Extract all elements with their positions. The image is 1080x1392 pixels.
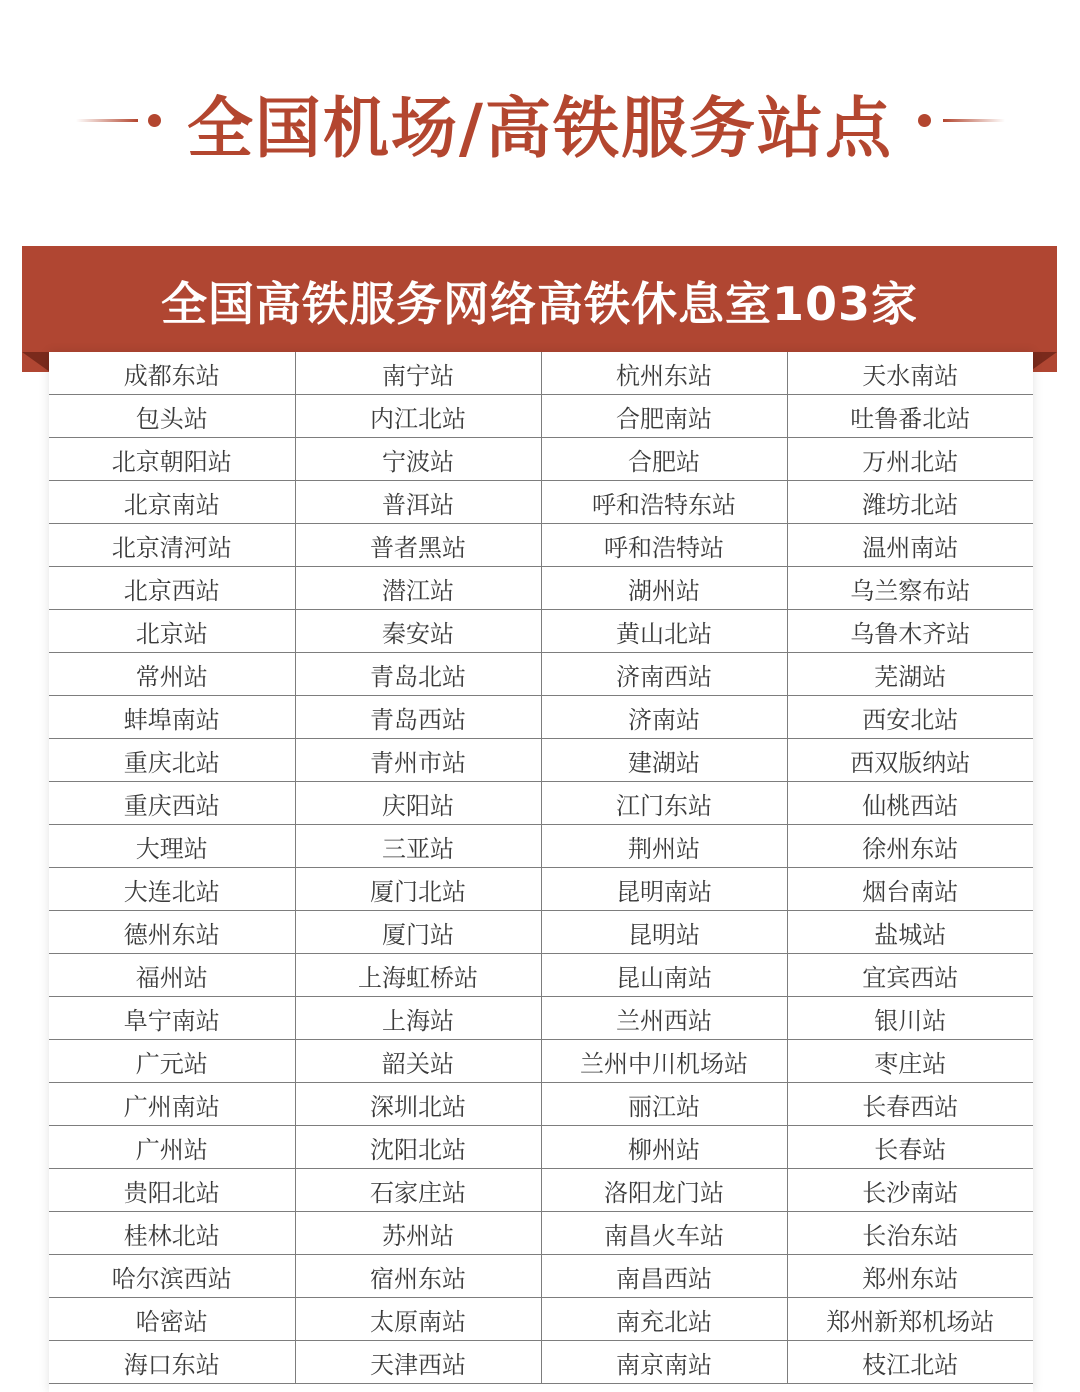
station-cell: 宜宾西站 [787,954,1033,997]
station-cell: 呼和浩特站 [541,524,787,567]
station-cell: 贵阳北站 [49,1169,295,1212]
station-cell: 南昌火车站 [541,1212,787,1255]
station-cell: 长春西站 [787,1083,1033,1126]
station-cell: 包头站 [49,395,295,438]
station-cell: 柳州站 [541,1126,787,1169]
station-cell: 广元站 [49,1040,295,1083]
station-cell: 北京南站 [49,481,295,524]
station-cell: 大理站 [49,825,295,868]
table-row [49,352,1033,395]
station-cell: 桂林北站 [49,1212,295,1255]
station-cell: 深圳北站 [295,1083,541,1126]
station-cell: 宁波站 [295,438,541,481]
station-cell: 北京西站 [49,567,295,610]
station-cell: 南京南站 [541,1341,787,1384]
station-cell: 昆明站 [541,911,787,954]
table-row [49,438,1033,481]
station-cell: 济南西站 [541,653,787,696]
station-cell: 青州市站 [295,739,541,782]
station-cell: 烟台南站 [787,868,1033,911]
station-cell: 宿州东站 [295,1255,541,1298]
station-cell: 温州南站 [787,524,1033,567]
banner-title: 全国高铁服务网络高铁休息室103家 [160,277,919,331]
station-cell: 合肥南站 [541,395,787,438]
title-decoration-right [918,118,1008,124]
table-row [49,739,1033,782]
station-cell: 哈密站 [49,1298,295,1341]
station-cell: 石家庄站 [295,1169,541,1212]
station-cell: 普洱站 [295,481,541,524]
station-cell: 厦门北站 [295,868,541,911]
station-cell: 南昌西站 [541,1255,787,1298]
station-cell: 郑州东站 [787,1255,1033,1298]
table-row [49,1255,1033,1298]
station-cell: 海口东站 [49,1341,295,1384]
table-row [49,1126,1033,1169]
station-cell: 苏州站 [295,1212,541,1255]
station-cell: 北京朝阳站 [49,438,295,481]
station-cell: 潍坊北站 [787,481,1033,524]
station-cell: 芜湖站 [787,653,1033,696]
station-cell: 济南站 [541,696,787,739]
station-cell: 枣庄站 [787,1040,1033,1083]
station-cell: 南充北站 [541,1298,787,1341]
banner-fold-left [22,352,50,372]
station-cell: 韶关站 [295,1040,541,1083]
banner-fold-right [1029,352,1057,372]
table-row [49,610,1033,653]
station-cell: 内江北站 [295,395,541,438]
decoration-line [943,119,1005,122]
table-row [49,567,1033,610]
station-cell: 长治东站 [787,1212,1033,1255]
station-cell: 青岛北站 [295,653,541,696]
station-cell: 洛阳龙门站 [541,1169,787,1212]
station-cell: 长春站 [787,1126,1033,1169]
station-cell: 福州站 [49,954,295,997]
station-cell: 荆州站 [541,825,787,868]
station-cell: 乌鲁木齐站 [787,610,1033,653]
station-cell: 兰州西站 [541,997,787,1040]
station-cell: 江门东站 [541,782,787,825]
station-cell: 上海站 [295,997,541,1040]
table-row [49,653,1033,696]
table-row [49,1298,1033,1341]
table-row [49,481,1033,524]
station-cell: 合肥站 [541,438,787,481]
table-row [49,524,1033,567]
station-cell: 万州北站 [787,438,1033,481]
station-cell: 昆明南站 [541,868,787,911]
station-cell: 长沙南站 [787,1169,1033,1212]
station-table-card [49,352,1033,1392]
station-cell: 大连北站 [49,868,295,911]
station-cell: 青岛西站 [295,696,541,739]
table-row [49,1040,1033,1083]
station-cell: 徐州东站 [787,825,1033,868]
table-row [49,1341,1033,1384]
page-title: 全国机场/高铁服务站点 [186,89,894,167]
station-cell: 建湖站 [541,739,787,782]
station-cell: 丽江站 [541,1083,787,1126]
station-cell: 潜江站 [295,567,541,610]
table-row [49,825,1033,868]
station-cell: 厦门站 [295,911,541,954]
station-cell: 湖州站 [541,567,787,610]
station-cell: 成都东站 [49,352,295,395]
decoration-dot [918,114,931,127]
station-cell: 枝江北站 [787,1341,1033,1384]
station-cell: 蚌埠南站 [49,696,295,739]
station-cell: 重庆西站 [49,782,295,825]
station-cell: 吐鲁番北站 [787,395,1033,438]
table-row [49,395,1033,438]
station-table [49,352,1033,1384]
station-cell: 郑州新郑机场站 [787,1298,1033,1341]
station-table-body [49,352,1033,1384]
station-cell: 秦安站 [295,610,541,653]
station-cell: 西双版纳站 [787,739,1033,782]
station-cell: 太原南站 [295,1298,541,1341]
station-cell: 天水南站 [787,352,1033,395]
station-cell: 西安北站 [787,696,1033,739]
station-cell: 沈阳北站 [295,1126,541,1169]
station-cell: 杭州东站 [541,352,787,395]
station-cell: 银川站 [787,997,1033,1040]
table-row [49,1083,1033,1126]
station-cell: 普者黑站 [295,524,541,567]
station-cell: 上海虹桥站 [295,954,541,997]
station-cell: 仙桃西站 [787,782,1033,825]
station-cell: 黄山北站 [541,610,787,653]
station-cell: 乌兰察布站 [787,567,1033,610]
station-cell: 哈尔滨西站 [49,1255,295,1298]
table-row [49,997,1033,1040]
station-cell: 阜宁南站 [49,997,295,1040]
table-row [49,868,1033,911]
table-row [49,911,1033,954]
station-cell: 北京站 [49,610,295,653]
station-cell: 兰州中川机场站 [541,1040,787,1083]
station-cell: 广州南站 [49,1083,295,1126]
station-cell: 盐城站 [787,911,1033,954]
station-cell: 德州东站 [49,911,295,954]
station-cell: 庆阳站 [295,782,541,825]
station-cell: 南宁站 [295,352,541,395]
station-cell: 三亚站 [295,825,541,868]
station-cell: 北京清河站 [49,524,295,567]
station-cell: 常州站 [49,653,295,696]
table-row [49,782,1033,825]
station-cell: 昆山南站 [541,954,787,997]
table-row [49,1169,1033,1212]
station-cell: 重庆北站 [49,739,295,782]
station-cell: 天津西站 [295,1341,541,1384]
station-cell: 呼和浩特东站 [541,481,787,524]
station-cell: 广州站 [49,1126,295,1169]
table-row [49,1212,1033,1255]
table-row [49,954,1033,997]
table-row [49,696,1033,739]
